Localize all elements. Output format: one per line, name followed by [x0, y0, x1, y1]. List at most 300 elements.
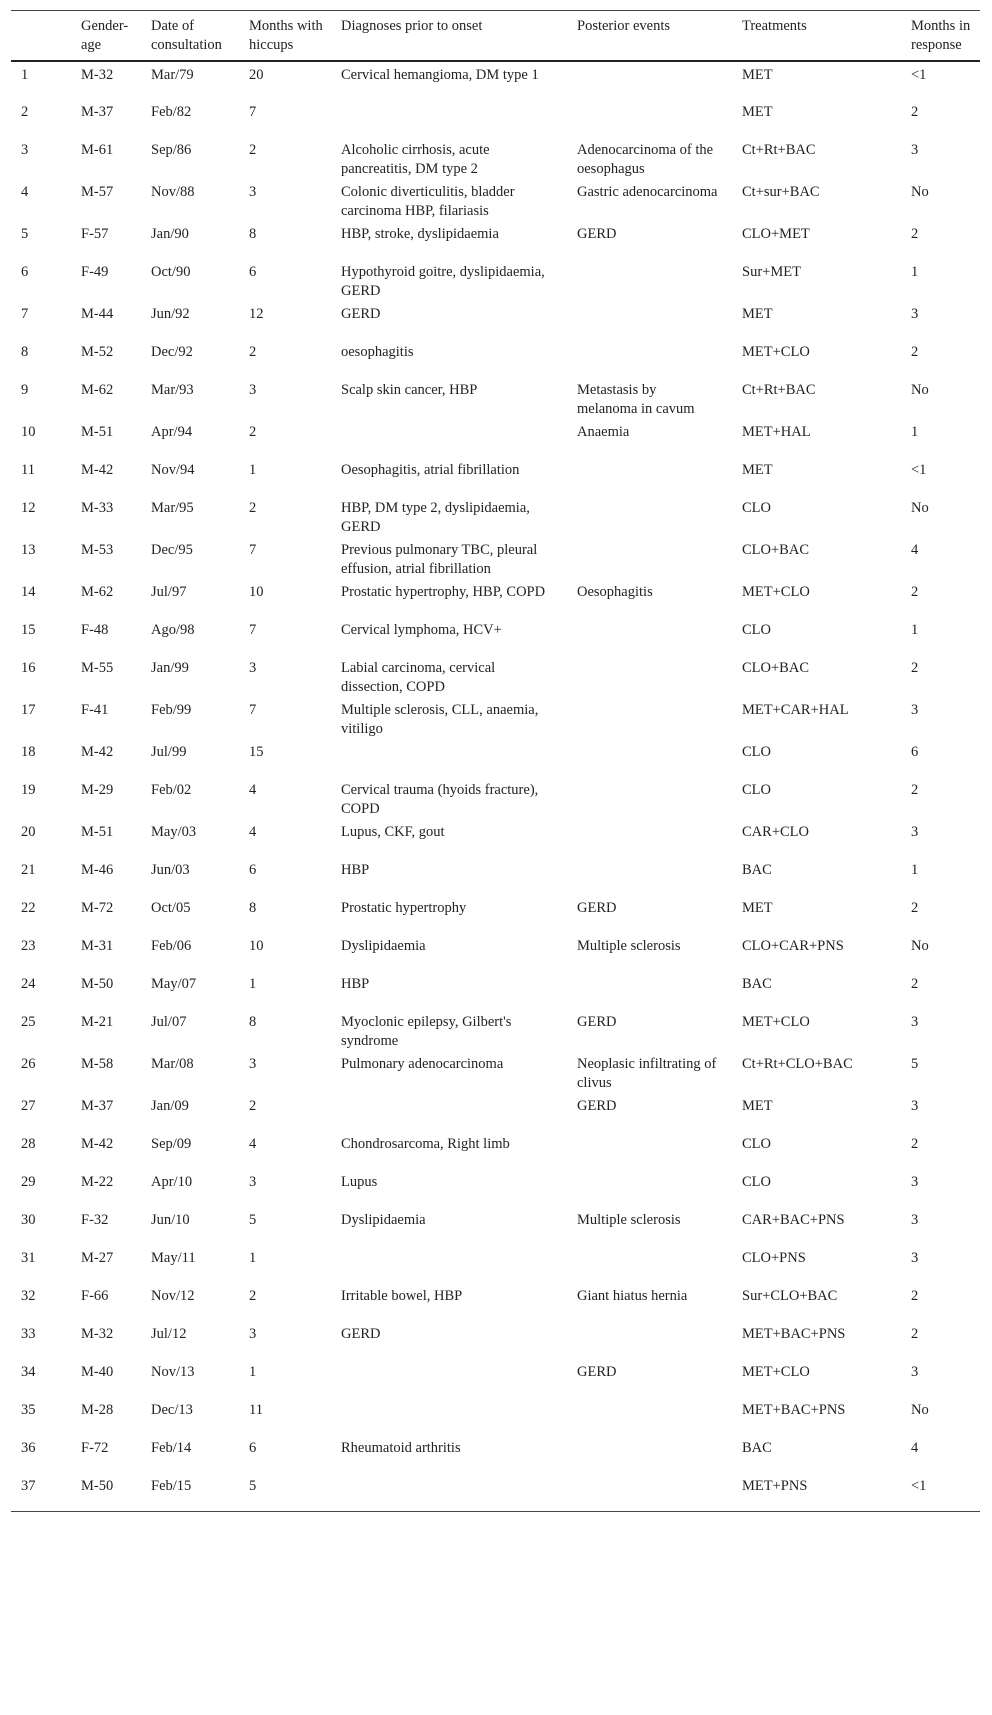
cell-months-response: 2: [911, 1136, 919, 1152]
cell-months-hiccups: 7: [249, 104, 257, 120]
cell-months-response: 2: [911, 1326, 919, 1342]
cell-posterior-events: GERD: [577, 1014, 617, 1030]
cell-months-response: 4: [911, 542, 919, 558]
cell-posterior-events: Oesophagitis: [577, 584, 653, 600]
cell-months-response: No: [911, 184, 929, 200]
cell-diagnoses-prior: Lupus: [341, 1174, 378, 1190]
cell-treatments: MET+CAR+HAL: [742, 702, 849, 718]
cell-diagnoses-prior: Rheumatoid arthritis: [341, 1440, 461, 1456]
cell-case-number: 29: [21, 1174, 36, 1190]
cell-case-number: 26: [21, 1056, 36, 1072]
header-row: [11, 11, 980, 62]
cell-treatments: BAC: [742, 976, 772, 992]
cell-treatments: MET+CLO: [742, 1364, 810, 1380]
cell-gender-age: M-22: [81, 1174, 114, 1190]
cell-diagnoses-prior: [331, 1397, 567, 1435]
cell-months-response: 2: [911, 104, 919, 120]
table-row: [11, 1435, 980, 1473]
cell-date-consultation: May/03: [151, 824, 197, 840]
cell-date-consultation: Dec/92: [151, 344, 193, 360]
table-row: [11, 1009, 980, 1051]
table-row: [11, 895, 980, 933]
cell-months-hiccups: 3: [249, 184, 257, 200]
table-row: [11, 933, 980, 971]
cell-months-response: 3: [911, 142, 919, 158]
cell-months-hiccups: 10: [249, 584, 264, 600]
cell-case-number: 32: [21, 1288, 36, 1304]
cell-diagnoses-prior: Cervical trauma (hyoids fracture), COPD: [341, 782, 539, 817]
cell-posterior-events: [567, 971, 732, 1009]
table-row: [11, 1131, 980, 1169]
cell-treatments: MET+PNS: [732, 1473, 901, 1511]
cell-diagnoses-prior: GERD: [341, 306, 381, 322]
cell-date-consultation: Feb/02: [151, 782, 192, 798]
cell-case-number: 16: [21, 660, 36, 676]
cell-diagnoses-prior: Colonic diverticulitis, bladder carcinoma HBP, filariasis: [341, 184, 515, 219]
cell-treatments: CAR+BAC+PNS: [742, 1212, 845, 1228]
cell-months-hiccups: 2: [249, 500, 257, 516]
cell-diagnoses-prior: Dyslipidaemia: [341, 1212, 426, 1228]
header-gender-age: Gender-age: [71, 11, 141, 62]
cell-treatments: CLO+BAC: [742, 660, 809, 676]
cell-date-consultation: May/07: [151, 976, 197, 992]
cell-case-number: 20: [21, 824, 36, 840]
table-row: [11, 617, 980, 655]
cell-gender-age: M-58: [81, 1056, 114, 1072]
cell-gender-age: M-42: [81, 1136, 114, 1152]
cell-months-hiccups: 11: [249, 1402, 263, 1418]
cell-treatments: Sur+CLO+BAC: [742, 1288, 838, 1304]
cell-diagnoses-prior: HBP, DM type 2, dyslipidaemia, GERD: [341, 500, 530, 535]
cell-posterior-events: GERD: [577, 900, 617, 916]
cell-treatments: MET: [742, 67, 773, 83]
cell-date-consultation: Jul/07: [151, 1014, 187, 1030]
cell-case-number: 4: [21, 184, 29, 200]
cell-gender-age: M-37: [81, 1098, 114, 1114]
cell-gender-age: M-42: [81, 462, 114, 478]
cell-treatments: Ct+Rt+CLO+BAC: [742, 1056, 853, 1072]
cell-months-response: 2: [911, 1288, 919, 1304]
table-row: [11, 339, 980, 377]
cell-months-hiccups: 6: [249, 264, 257, 280]
cell-months-response: 3: [911, 1364, 919, 1380]
cell-case-number: 21: [21, 862, 36, 878]
table-row: [11, 857, 980, 895]
cell-months-response: 2: [911, 782, 919, 798]
cell-diagnoses-prior: [331, 99, 567, 137]
cell-diagnoses-prior: HBP: [341, 976, 370, 992]
cell-gender-age: F-57: [81, 226, 109, 242]
cell-months-response: 1: [911, 862, 919, 878]
cell-posterior-events: [567, 819, 732, 857]
cell-treatments: CLO: [742, 1136, 771, 1152]
cell-date-consultation: Jan/99: [151, 660, 189, 676]
cell-treatments: MET+CLO: [742, 344, 810, 360]
cell-treatments: CLO: [742, 1174, 771, 1190]
cell-treatments: MET: [742, 900, 773, 916]
cell-posterior-events: Multiple sclerosis: [577, 938, 681, 954]
cell-months-response: 2: [911, 226, 919, 242]
cell-months-response: No: [911, 1402, 929, 1418]
cell-months-hiccups: 1: [249, 976, 257, 992]
cell-posterior-events: [567, 457, 732, 495]
cell-months-response: 4: [911, 1440, 919, 1456]
cell-diagnoses-prior: Lupus, CKF, gout: [341, 824, 445, 840]
cell-case-number: 25: [21, 1014, 36, 1030]
table-row: [11, 739, 980, 777]
cell-date-consultation: Oct/90: [151, 264, 191, 280]
cell-date-consultation: Sep/09: [151, 1136, 192, 1152]
cell-diagnoses-prior: GERD: [341, 1326, 381, 1342]
cell-months-response: 1: [911, 264, 919, 280]
cell-months-response: 2: [911, 976, 919, 992]
table-row: [11, 259, 980, 301]
cell-gender-age: M-31: [81, 938, 114, 954]
cell-case-number: 2: [21, 104, 29, 120]
cell-posterior-events: [567, 1131, 732, 1169]
header-diagnoses-prior: Diagnoses prior to onset: [331, 11, 567, 62]
cell-treatments: Ct+Rt+BAC: [742, 382, 816, 398]
cell-posterior-events: GERD: [577, 226, 617, 242]
cell-treatments: CLO: [742, 622, 771, 638]
cell-months-hiccups: 5: [249, 1212, 257, 1228]
cell-months-hiccups: 1: [249, 1364, 257, 1380]
table-row: [11, 1051, 980, 1093]
cell-months-response: 3: [911, 1250, 919, 1266]
cell-diagnoses-prior: Prostatic hypertrophy, HBP, COPD: [341, 584, 546, 600]
cell-diagnoses-prior: Myoclonic epilepsy, Gilbert's syndrome: [341, 1014, 512, 1049]
cell-case-number: 24: [21, 976, 36, 992]
cell-months-response: 3: [911, 306, 919, 322]
cell-posterior-events: [567, 1397, 732, 1435]
cell-diagnoses-prior: [331, 739, 567, 777]
table-row: [11, 1093, 980, 1131]
cell-case-number: 33: [21, 1326, 36, 1342]
cell-months-hiccups: 4: [249, 824, 257, 840]
cell-months-hiccups: 4: [249, 782, 257, 798]
cell-months-response: 2: [911, 584, 919, 600]
cell-posterior-events: [567, 617, 732, 655]
cell-months-response: 5: [911, 1056, 919, 1072]
cell-posterior-events: [567, 259, 732, 301]
patients-table: [11, 10, 980, 1512]
table-row: [11, 1169, 980, 1207]
cell-gender-age: M-29: [81, 782, 114, 798]
cell-case-number: 7: [21, 306, 29, 322]
table-header: [11, 11, 980, 62]
table-row: [11, 419, 980, 457]
cell-posterior-events: [567, 61, 732, 99]
cell-gender-age: M-61: [81, 142, 114, 158]
cell-diagnoses-prior: Cervical hemangioma, DM type 1: [341, 67, 539, 83]
table-row: [11, 579, 980, 617]
cell-posterior-events: Anaemia: [577, 424, 630, 440]
cell-case-number: 34: [21, 1364, 36, 1380]
cell-months-response: 3: [911, 1098, 919, 1114]
table-row: [11, 495, 980, 537]
cell-diagnoses-prior: Dyslipidaemia: [341, 938, 426, 954]
cell-gender-age: F-41: [81, 702, 109, 718]
cell-treatments: CLO+CAR+PNS: [742, 938, 844, 954]
cell-months-response: 2: [911, 660, 919, 676]
cell-diagnoses-prior: oesophagitis: [341, 344, 414, 360]
cell-case-number: 23: [21, 938, 36, 954]
cell-treatments: MET+BAC+PNS: [742, 1402, 846, 1418]
cell-date-consultation: Oct/05: [151, 900, 191, 916]
cell-posterior-events: Giant hiatus hernia: [577, 1288, 688, 1304]
table-row: [11, 697, 980, 739]
cell-months-response: 3: [911, 1014, 919, 1030]
cell-gender-age: F-72: [81, 1440, 109, 1456]
cell-case-number: 30: [21, 1212, 36, 1228]
cell-months-hiccups: 7: [249, 542, 257, 558]
cell-months-response: No: [911, 938, 929, 954]
cell-months-hiccups: 3: [249, 660, 257, 676]
cell-diagnoses-prior: HBP: [341, 862, 370, 878]
cell-date-consultation: Mar/95: [151, 500, 194, 516]
cell-date-consultation: Mar/79: [151, 67, 194, 83]
table-row: [11, 61, 980, 99]
cell-treatments: Ct+Rt+BAC: [742, 142, 816, 158]
cell-months-hiccups: 5: [239, 1473, 331, 1511]
cell-months-response: No: [911, 500, 929, 516]
cell-gender-age: M-50: [71, 1473, 141, 1511]
cell-date-consultation: Feb/06: [151, 938, 192, 954]
cell-months-hiccups: 2: [249, 142, 257, 158]
cell-treatments: CLO+MET: [742, 226, 810, 242]
cell-date-consultation: Jun/03: [151, 862, 190, 878]
table-row: [11, 1245, 980, 1283]
cell-diagnoses-prior: Multiple sclerosis, CLL, anaemia, vitiligo: [341, 702, 539, 737]
table-row: [11, 655, 980, 697]
cell-diagnoses-prior: Prostatic hypertrophy: [341, 900, 467, 916]
cell-posterior-events: Neoplasic infiltrating of clivus: [577, 1056, 717, 1091]
cell-posterior-events: Multiple sclerosis: [577, 1212, 681, 1228]
cell-months-hiccups: 10: [249, 938, 264, 954]
cell-treatments: MET: [742, 462, 773, 478]
cell-months-hiccups: 1: [249, 462, 257, 478]
cell-months-response: 3: [911, 824, 919, 840]
cell-treatments: BAC: [742, 862, 772, 878]
table-row: [11, 971, 980, 1009]
cell-gender-age: M-37: [81, 104, 114, 120]
cell-case-number: 37: [11, 1473, 71, 1511]
cell-months-hiccups: 7: [249, 702, 257, 718]
cell-case-number: 15: [21, 622, 36, 638]
cell-months-response: <1: [911, 67, 927, 83]
cell-gender-age: M-51: [81, 824, 114, 840]
cell-date-consultation: Mar/93: [151, 382, 194, 398]
cell-posterior-events: [567, 495, 732, 537]
cell-months-hiccups: 1: [249, 1250, 257, 1266]
cell-months-response: 2: [911, 900, 919, 916]
cell-date-consultation: Sep/86: [151, 142, 192, 158]
table-row: [11, 1397, 980, 1435]
cell-gender-age: M-51: [81, 424, 114, 440]
cell-gender-age: M-46: [81, 862, 114, 878]
cell-date-consultation: Nov/13: [151, 1364, 195, 1380]
cell-case-number: 36: [21, 1440, 36, 1456]
cell-treatments: CAR+CLO: [742, 824, 809, 840]
cell-diagnoses-prior: [331, 1093, 567, 1131]
cell-case-number: 28: [21, 1136, 36, 1152]
cell-posterior-events: [567, 739, 732, 777]
cell-case-number: 19: [21, 782, 36, 798]
cell-gender-age: M-50: [81, 976, 114, 992]
cell-case-number: 1: [21, 67, 29, 83]
cell-gender-age: M-21: [81, 1014, 114, 1030]
cell-treatments: BAC: [742, 1440, 772, 1456]
cell-diagnoses-prior: Chondrosarcoma, Right limb: [341, 1136, 510, 1152]
cell-treatments: MET+CLO: [742, 584, 810, 600]
table-row: [11, 537, 980, 579]
cell-case-number: 10: [21, 424, 36, 440]
cell-months-response: 6: [911, 744, 919, 760]
cell-diagnoses-prior: Previous pulmonary TBC, pleural effusion, atrial fibrillation: [341, 542, 538, 577]
cell-gender-age: M-62: [81, 382, 114, 398]
header-treatments: Treatments: [732, 11, 901, 62]
cell-treatments: CLO: [742, 744, 771, 760]
cell-date-consultation: Jan/09: [151, 1098, 189, 1114]
cell-months-hiccups: 7: [249, 622, 257, 638]
cell-posterior-events: [567, 1169, 732, 1207]
cell-date-consultation: Jul/12: [151, 1326, 187, 1342]
cell-date-consultation: Jun/10: [151, 1212, 190, 1228]
cell-date-consultation: Dec/13: [151, 1402, 193, 1418]
cell-months-hiccups: 8: [249, 1014, 257, 1030]
cell-case-number: 17: [21, 702, 36, 718]
cell-posterior-events: GERD: [577, 1098, 617, 1114]
cell-months-hiccups: 6: [249, 862, 257, 878]
cell-diagnoses-prior: Irritable bowel, HBP: [341, 1288, 463, 1304]
cell-diagnoses-prior: Alcoholic cirrhosis, acute pancreatitis, DM type 2: [341, 142, 490, 177]
cell-treatments: MET: [742, 1098, 773, 1114]
cell-months-response: 1: [911, 622, 919, 638]
cell-months-response: 2: [911, 344, 919, 360]
cell-months-hiccups: 8: [249, 226, 257, 242]
cell-date-consultation: Nov/12: [151, 1288, 195, 1304]
cell-date-consultation: Mar/08: [151, 1056, 194, 1072]
cell-posterior-events: [567, 1321, 732, 1359]
header-months-response: Months in response: [901, 11, 980, 62]
cell-months-hiccups: 4: [249, 1136, 257, 1152]
cell-treatments: Ct+sur+BAC: [742, 184, 820, 200]
cell-diagnoses-prior: [331, 419, 567, 457]
cell-posterior-events: [567, 857, 732, 895]
cell-gender-age: M-52: [81, 344, 114, 360]
cell-months-hiccups: 20: [249, 67, 264, 83]
table-row: [11, 457, 980, 495]
cell-diagnoses-prior: [331, 1245, 567, 1283]
cell-gender-age: M-32: [81, 1326, 114, 1342]
cell-posterior-events: Gastric adenocarcinoma: [577, 184, 718, 200]
cell-months-hiccups: 12: [249, 306, 264, 322]
cell-diagnoses-prior: HBP, stroke, dyslipidaemia: [341, 226, 499, 242]
cell-treatments: Sur+MET: [742, 264, 801, 280]
cell-date-consultation: May/11: [151, 1250, 196, 1266]
cell-diagnoses-prior: [331, 1359, 567, 1397]
cell-months-hiccups: 2: [249, 1288, 257, 1304]
cell-months-response: No: [911, 382, 929, 398]
cell-months-response: 3: [911, 1212, 919, 1228]
table-row: [11, 1283, 980, 1321]
table-row: [11, 377, 980, 419]
cell-treatments: CLO+PNS: [742, 1250, 806, 1266]
cell-case-number: 14: [21, 584, 36, 600]
cell-diagnoses-prior: Oesophagitis, atrial fibrillation: [341, 462, 520, 478]
cell-months-hiccups: 3: [249, 1056, 257, 1072]
cell-treatments: MET: [742, 104, 773, 120]
cell-gender-age: F-66: [81, 1288, 109, 1304]
cell-treatments: CLO: [742, 500, 771, 516]
cell-gender-age: M-44: [81, 306, 114, 322]
cell-gender-age: M-62: [81, 584, 114, 600]
cell-months-hiccups: 2: [249, 1098, 257, 1114]
cell-case-number: 12: [21, 500, 36, 516]
cell-gender-age: M-55: [81, 660, 114, 676]
cell-date-consultation: Jul/99: [151, 744, 187, 760]
cell-case-number: 5: [21, 226, 29, 242]
cell-posterior-events: [567, 99, 732, 137]
cell-months-response: 1: [911, 424, 919, 440]
table-row: [11, 301, 980, 339]
cell-posterior-events: [567, 1435, 732, 1473]
cell-treatments: MET+CLO: [742, 1014, 810, 1030]
table-row: [11, 179, 980, 221]
cell-gender-age: F-49: [81, 264, 109, 280]
cell-case-number: 35: [21, 1402, 36, 1418]
cell-posterior-events: [567, 1473, 732, 1511]
table-row: [11, 819, 980, 857]
cell-gender-age: M-42: [81, 744, 114, 760]
table-row: [11, 1359, 980, 1397]
header-months-hiccups: Months with hiccups: [239, 11, 331, 62]
cell-case-number: 13: [21, 542, 36, 558]
cell-diagnoses-prior: Pulmonary adenocarcinoma: [341, 1056, 504, 1072]
cell-months-hiccups: 2: [249, 344, 257, 360]
cell-months-hiccups: 3: [249, 1326, 257, 1342]
header-date-consultation: Date of consultation: [141, 11, 239, 62]
cell-case-number: 31: [21, 1250, 36, 1266]
cell-case-number: 9: [21, 382, 29, 398]
cell-date-consultation: Apr/10: [151, 1174, 193, 1190]
cell-posterior-events: GERD: [577, 1364, 617, 1380]
cell-gender-age: F-48: [81, 622, 109, 638]
cell-date-consultation: Jul/97: [151, 584, 187, 600]
cell-treatments: MET+BAC+PNS: [742, 1326, 846, 1342]
cell-gender-age: M-27: [81, 1250, 114, 1266]
cell-date-consultation: Feb/82: [151, 104, 192, 120]
cell-case-number: 6: [21, 264, 29, 280]
cell-posterior-events: Metastasis by melanoma in cavum: [577, 382, 695, 417]
cell-case-number: 11: [21, 462, 35, 478]
cell-date-consultation: Nov/94: [151, 462, 195, 478]
cell-diagnoses-prior: Hypothyroid goitre, dyslipidaemia, GERD: [341, 264, 545, 299]
cell-gender-age: F-32: [81, 1212, 109, 1228]
cell-months-response: <1: [911, 462, 927, 478]
cell-date-consultation: Feb/99: [151, 702, 192, 718]
cell-posterior-events: [567, 1245, 732, 1283]
cell-case-number: 3: [21, 142, 29, 158]
cell-date-consultation: Feb/15: [141, 1473, 239, 1511]
cell-posterior-events: [567, 697, 732, 739]
cell-date-consultation: Nov/88: [151, 184, 195, 200]
cell-date-consultation: Ago/98: [151, 622, 195, 638]
cell-posterior-events: [567, 655, 732, 697]
cell-date-consultation: Jun/92: [151, 306, 190, 322]
table-row: [11, 777, 980, 819]
table-row: [11, 99, 980, 137]
